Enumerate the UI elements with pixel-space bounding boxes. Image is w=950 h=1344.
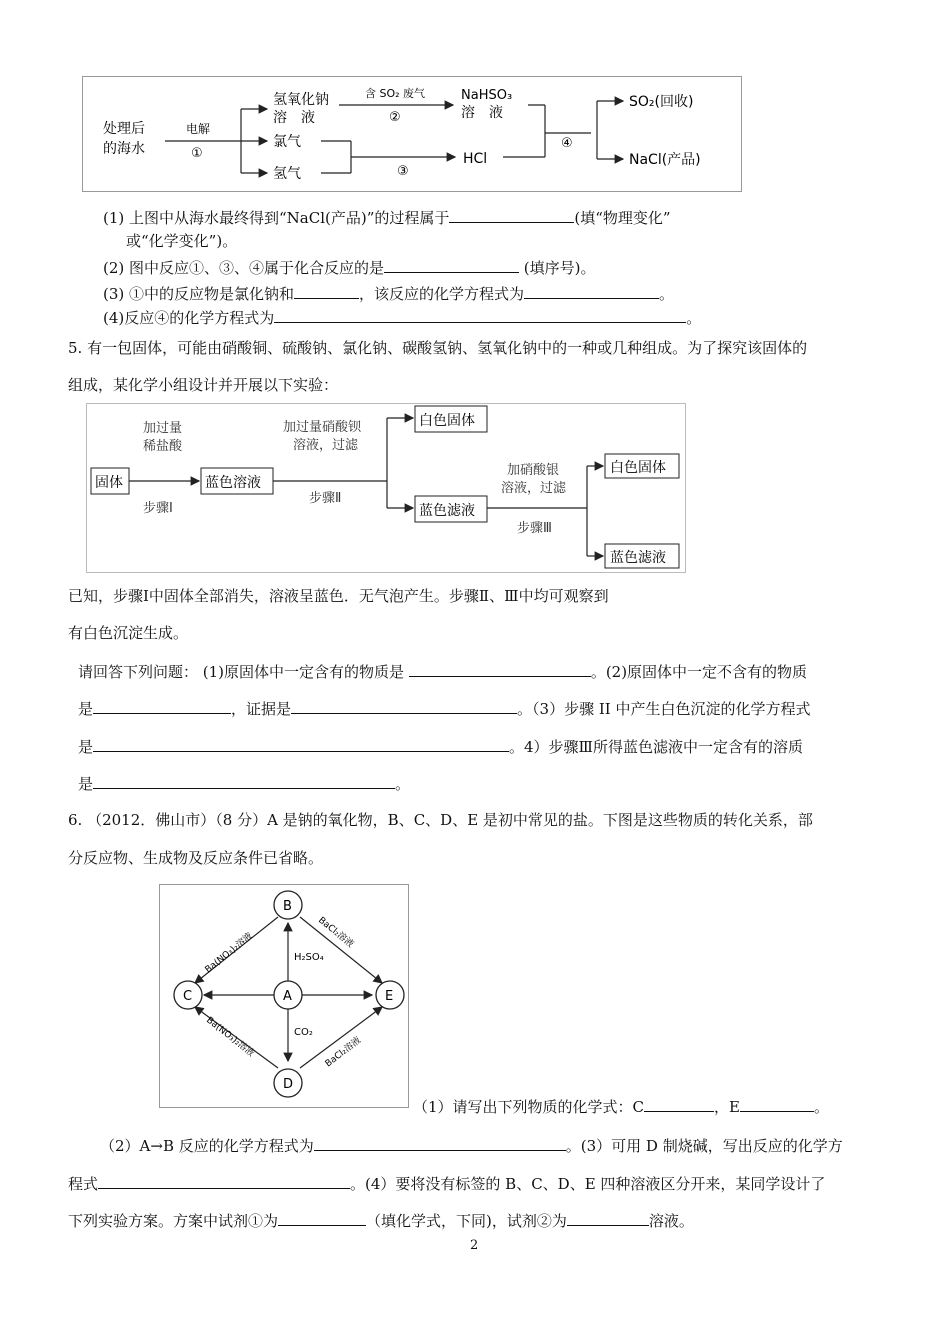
label-b-e: BaCl₂溶液 bbox=[316, 915, 356, 950]
q5-answer-blank-4[interactable] bbox=[93, 735, 509, 752]
q5-ask-4 bbox=[78, 772, 410, 794]
q4-p2-text-b: (填序号)。 bbox=[519, 259, 596, 277]
q5-ask4-text-b: 。 bbox=[395, 775, 411, 793]
step3-label: ③ bbox=[397, 164, 409, 179]
q5-known-1: 已知，步骤Ⅰ中固体全部消失，溶液呈蓝色．无气泡产生。步骤Ⅱ、Ⅲ中均可观察到 bbox=[68, 587, 609, 605]
source-label-l2: 的海水 bbox=[103, 141, 145, 157]
naoh-label-l1: 氢氧化钠 bbox=[273, 92, 329, 108]
page-number: 2 bbox=[470, 1238, 479, 1253]
step3-label: 步骤Ⅲ bbox=[517, 521, 552, 536]
q6-p1-text-c: 。 bbox=[813, 1098, 829, 1116]
q5-ask-3 bbox=[78, 735, 803, 757]
seawater-flow-diagram bbox=[82, 76, 742, 192]
step2-label: ② bbox=[389, 110, 401, 125]
q5-ask1-text-a: 请回答下列问题： (1)原固体中一定含有的物质是 bbox=[78, 663, 405, 681]
nacl-product-label: NaCl(产品) bbox=[629, 152, 701, 168]
q4-part3 bbox=[103, 282, 674, 304]
q5-ask2-text-c: 。（3）步骤 II 中产生白色沉淀的化学方程式 bbox=[517, 700, 811, 718]
q6-intro-1: 6. （2012．佛山市）（8 分）A 是钠的氧化物，B、C、D、E 是初中常见的盐。下图是这些物质的转化关系，部 bbox=[68, 811, 813, 829]
blue-solution-label: 蓝色溶液 bbox=[205, 475, 261, 491]
reagent3-l1: 加硝酸银 bbox=[507, 463, 560, 478]
reagent2-l2: 溶液，过滤 bbox=[293, 438, 359, 453]
q6-answer-blank-4[interactable] bbox=[98, 1172, 350, 1189]
source-label-l1: 处理后 bbox=[103, 121, 145, 137]
label-a-d: CO₂ bbox=[294, 1027, 313, 1038]
q6-p3-text-b: 。(4）要将没有标签的 B、C、D、E 四种溶液区分开来，某同学设计了 bbox=[350, 1175, 826, 1193]
node-e: E bbox=[385, 989, 394, 1004]
q5-ask2-text-a: 是 bbox=[78, 700, 94, 718]
nahso3-label-l2: 溶 液 bbox=[461, 105, 503, 121]
step1-label: ① bbox=[191, 146, 203, 161]
q4-p3-text-a: (3) ①中的反应物是氯化钠和 bbox=[103, 285, 295, 303]
step1-label: 步骤Ⅰ bbox=[143, 501, 173, 516]
q6-p2-text-b: 。(3）可用 D 制烧碱，写出反应的化学方 bbox=[565, 1137, 843, 1155]
q4-answer-blank-3[interactable] bbox=[294, 282, 359, 299]
electrolysis-label: 电解 bbox=[186, 122, 211, 136]
q4-part2 bbox=[103, 256, 596, 278]
reagent3-l2: 溶液，过滤 bbox=[501, 481, 567, 496]
q6-p4-text-c: 溶液。 bbox=[648, 1212, 694, 1230]
so2-waste-label: 含 SO₂ 废气 bbox=[365, 87, 426, 100]
q6-p4-text-b: （填化学式，下同)，试剂②为 bbox=[366, 1212, 567, 1230]
q6-p3-text-a: 程式 bbox=[68, 1175, 99, 1193]
q6-p1-text-b: ，E bbox=[714, 1098, 740, 1116]
q6-part4 bbox=[68, 1209, 694, 1231]
q4-p3-text-c: 。 bbox=[659, 285, 675, 303]
q5-answer-blank-1[interactable] bbox=[409, 660, 591, 677]
q6-p4-text-a: 下列实验方案。方案中试剂①为 bbox=[68, 1212, 279, 1230]
q6-answer-blank-6[interactable] bbox=[567, 1209, 649, 1226]
step4-label: ④ bbox=[561, 136, 573, 151]
node-c: C bbox=[183, 989, 193, 1004]
naoh-label-l2: 溶 液 bbox=[273, 110, 315, 126]
reagent2-l1: 加过量硝酸钡 bbox=[283, 420, 362, 435]
q5-ask4-text-a: 是 bbox=[78, 775, 94, 793]
q6-part1 bbox=[413, 1095, 829, 1117]
q4-p4-text-b: 。 bbox=[686, 309, 702, 327]
step2-label: 步骤Ⅱ bbox=[309, 491, 342, 506]
nahso3-label-l1: NaHSO₃ bbox=[461, 88, 513, 103]
cl2-label: 氯气 bbox=[273, 134, 301, 150]
q4-answer-blank-1[interactable] bbox=[449, 206, 574, 223]
q6-part2 bbox=[100, 1134, 843, 1156]
reagent1-l1: 加过量 bbox=[143, 421, 183, 436]
q5-ask3-text-b: 。4）步骤Ⅲ所得蓝色滤液中一定含有的溶质 bbox=[509, 738, 804, 756]
node-a: A bbox=[283, 989, 292, 1004]
q4-answer-blank-2[interactable] bbox=[384, 256, 519, 273]
q4-answer-blank-4[interactable] bbox=[524, 282, 659, 299]
q4-p1-text-a: (1) 上图中从海水最终得到“NaCl(产品)”的过程属于 bbox=[103, 209, 450, 227]
q4-part1-cont: 或“化学变化”)。 bbox=[126, 232, 238, 250]
q6-p1-text-a: （1）请写出下列物质的化学式：C bbox=[413, 1098, 645, 1116]
q4-answer-blank-5[interactable] bbox=[274, 306, 686, 323]
q4-part1 bbox=[103, 206, 671, 228]
q4-part4 bbox=[103, 306, 701, 328]
q4-p3-text-b: ，该反应的化学方程式为 bbox=[359, 285, 525, 303]
blue-filtrate-label-2: 蓝色滤液 bbox=[610, 550, 666, 566]
q6-answer-blank-5[interactable] bbox=[278, 1209, 366, 1226]
q6-p2-text-a: （2）A→B 反应的化学方程式为 bbox=[100, 1137, 314, 1155]
q4-p4-text-a: (4)反应④的化学方程式为 bbox=[103, 309, 275, 327]
label-d-e: BaCl₂溶液 bbox=[323, 1035, 364, 1070]
node-b: B bbox=[283, 899, 292, 914]
white-solid-label-1: 白色固体 bbox=[419, 413, 475, 429]
q6-part3 bbox=[68, 1172, 825, 1194]
q4-p1-text-b: (填“物理变化” bbox=[574, 209, 671, 227]
q6-answer-blank-1[interactable] bbox=[644, 1095, 714, 1112]
q5-known-2: 有白色沉淀生成。 bbox=[68, 624, 189, 642]
experiment-flow-diagram bbox=[86, 403, 686, 573]
node-d: D bbox=[283, 1077, 294, 1092]
label-c-d: Ba(NO₃)₂溶液 bbox=[204, 1015, 256, 1059]
white-solid-label-2: 白色固体 bbox=[610, 460, 666, 476]
q6-intro-2: 分反应物、生成物及反应条件已省略。 bbox=[68, 849, 324, 867]
q5-intro-2: 组成，某化学小组设计并开展以下实验： bbox=[68, 376, 339, 394]
q5-answer-blank-5[interactable] bbox=[93, 772, 395, 789]
h2-label: 氢气 bbox=[273, 166, 301, 182]
conversion-diagram bbox=[159, 884, 409, 1108]
q5-ask2-text-b: ，证据是 bbox=[231, 700, 292, 718]
q5-ask3-text-a: 是 bbox=[78, 738, 94, 756]
q6-answer-blank-3[interactable] bbox=[314, 1134, 566, 1151]
q5-answer-blank-3[interactable] bbox=[291, 697, 517, 714]
q5-ask-2 bbox=[78, 697, 810, 719]
q6-answer-blank-2[interactable] bbox=[740, 1095, 814, 1112]
q5-answer-blank-2[interactable] bbox=[93, 697, 231, 714]
blue-filtrate-label-1: 蓝色滤液 bbox=[419, 503, 475, 519]
q4-p2-text-a: (2) 图中反应①、③、④属于化合反应的是 bbox=[103, 259, 385, 277]
so2-recycle-label: SO₂(回收) bbox=[629, 94, 694, 110]
solid-label: 固体 bbox=[95, 475, 123, 491]
hcl-label: HCl bbox=[463, 151, 488, 167]
q5-ask1-text-b: 。(2)原固体中一定不含有的物质 bbox=[590, 663, 808, 681]
label-a-b: H₂SO₄ bbox=[294, 952, 324, 963]
label-b-c: Ba(NO₃)₂溶液 bbox=[203, 931, 255, 976]
reagent1-l2: 稀盐酸 bbox=[143, 439, 183, 454]
q5-ask-1 bbox=[78, 660, 807, 682]
q5-intro-1: 5. 有一包固体，可能由硝酸铜、硫酸钠、氯化钠、碳酸氢钠、氢氧化钠中的一种或几种组成。为了探究该固体的 bbox=[68, 339, 808, 357]
